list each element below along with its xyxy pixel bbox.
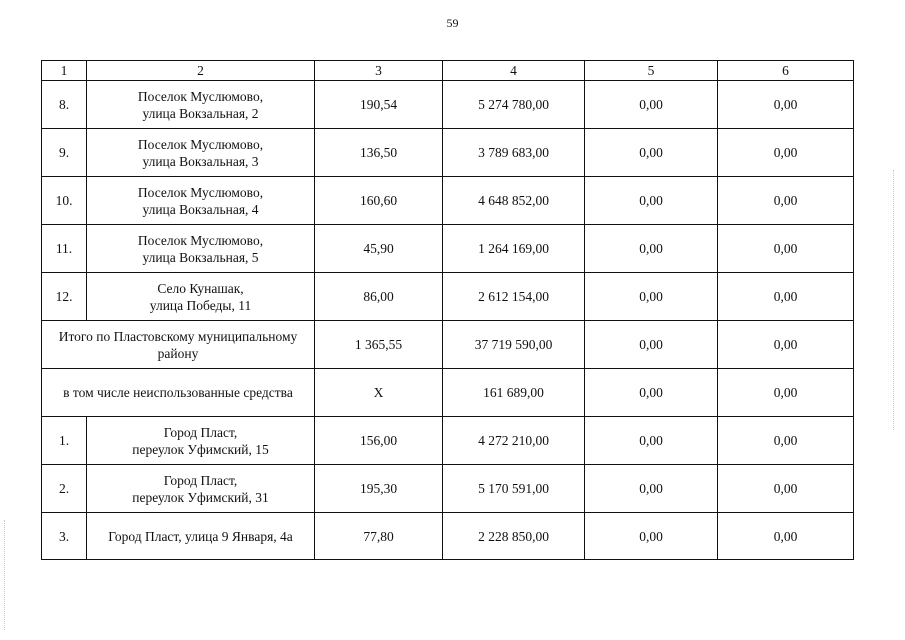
col4-cell: 1 264 169,00 — [443, 225, 585, 273]
col4-cell: 5 170 591,00 — [443, 465, 585, 513]
col5-cell: 0,00 — [585, 465, 718, 513]
col3-cell: 136,50 — [315, 129, 443, 177]
row-number: 9. — [42, 129, 87, 177]
address-cell: Поселок Муслюмово, улица Вокзальная, 5 — [87, 225, 315, 273]
address-cell: Город Пласт, переулок Уфимский, 15 — [87, 417, 315, 465]
col6-cell: 0,00 — [718, 81, 854, 129]
data-table — [41, 60, 854, 560]
col6-cell: 0,00 — [718, 177, 854, 225]
col6-cell: 0,00 — [718, 513, 854, 560]
col3-cell: 190,54 — [315, 81, 443, 129]
header-cell: 6 — [718, 61, 854, 81]
col6-cell: 0,00 — [718, 129, 854, 177]
table-row — [42, 129, 854, 177]
address-cell: Город Пласт, переулок Уфимский, 31 — [87, 465, 315, 513]
row-number: 3. — [42, 513, 87, 560]
col5-cell: 0,00 — [585, 513, 718, 560]
col6-cell: 0,00 — [718, 273, 854, 321]
col5-cell: 0,00 — [585, 177, 718, 225]
col5-cell: 0,00 — [585, 369, 718, 417]
col4-cell: 37 719 590,00 — [443, 321, 585, 369]
row-number: 12. — [42, 273, 87, 321]
col4-cell: 4 272 210,00 — [443, 417, 585, 465]
col4-cell: 4 648 852,00 — [443, 177, 585, 225]
col3-cell: 156,00 — [315, 417, 443, 465]
address-cell: Поселок Муслюмово, улица Вокзальная, 3 — [87, 129, 315, 177]
col5-cell: 0,00 — [585, 321, 718, 369]
scan-artifact — [893, 170, 895, 430]
col3-cell: 77,80 — [315, 513, 443, 560]
col3-cell: 1 365,55 — [315, 321, 443, 369]
address-cell: Поселок Муслюмово, улица Вокзальная, 2 — [87, 81, 315, 129]
col4-cell: 5 274 780,00 — [443, 81, 585, 129]
table-row — [42, 225, 854, 273]
row-number: 11. — [42, 225, 87, 273]
col4-cell: 3 789 683,00 — [443, 129, 585, 177]
col3-cell: 86,00 — [315, 273, 443, 321]
row-number: 1. — [42, 417, 87, 465]
table-row — [42, 465, 854, 513]
address-cell: Поселок Муслюмово, улица Вокзальная, 4 — [87, 177, 315, 225]
total-row — [42, 321, 854, 369]
address-cell: Село Кунашак, улица Победы, 11 — [87, 273, 315, 321]
row-number: 2. — [42, 465, 87, 513]
col6-cell: 0,00 — [718, 465, 854, 513]
header-cell: 5 — [585, 61, 718, 81]
scan-artifact — [4, 520, 6, 630]
col5-cell: 0,00 — [585, 225, 718, 273]
col5-cell: 0,00 — [585, 417, 718, 465]
col3-cell: 45,90 — [315, 225, 443, 273]
header-cell: 2 — [87, 61, 315, 81]
table-row — [42, 273, 854, 321]
total-label: Итого по Пластовскому муниципальному району — [42, 321, 315, 369]
header-cell: 1 — [42, 61, 87, 81]
table-row — [42, 81, 854, 129]
col5-cell: 0,00 — [585, 81, 718, 129]
table-header-row — [42, 61, 854, 81]
table-row — [42, 417, 854, 465]
col6-cell: 0,00 — [718, 225, 854, 273]
header-cell: 3 — [315, 61, 443, 81]
table-row — [42, 513, 854, 560]
page-number: 59 — [446, 16, 459, 30]
col6-cell: 0,00 — [718, 321, 854, 369]
col3-cell: 195,30 — [315, 465, 443, 513]
col4-cell: 2 612 154,00 — [443, 273, 585, 321]
col5-cell: 0,00 — [585, 129, 718, 177]
col6-cell: 0,00 — [718, 417, 854, 465]
col6-cell: 0,00 — [718, 369, 854, 417]
col4-cell: 2 228 850,00 — [443, 513, 585, 560]
header-cell: 4 — [443, 61, 585, 81]
row-number: 8. — [42, 81, 87, 129]
table-row — [42, 177, 854, 225]
col3-cell: X — [315, 369, 443, 417]
col3-cell: 160,60 — [315, 177, 443, 225]
address-cell: Город Пласт, улица 9 Января, 4а — [87, 513, 315, 560]
col5-cell: 0,00 — [585, 273, 718, 321]
col4-cell: 161 689,00 — [443, 369, 585, 417]
row-number: 10. — [42, 177, 87, 225]
unused-funds-row — [42, 369, 854, 417]
unused-funds-label: в том числе неиспользованные средства — [42, 369, 315, 417]
